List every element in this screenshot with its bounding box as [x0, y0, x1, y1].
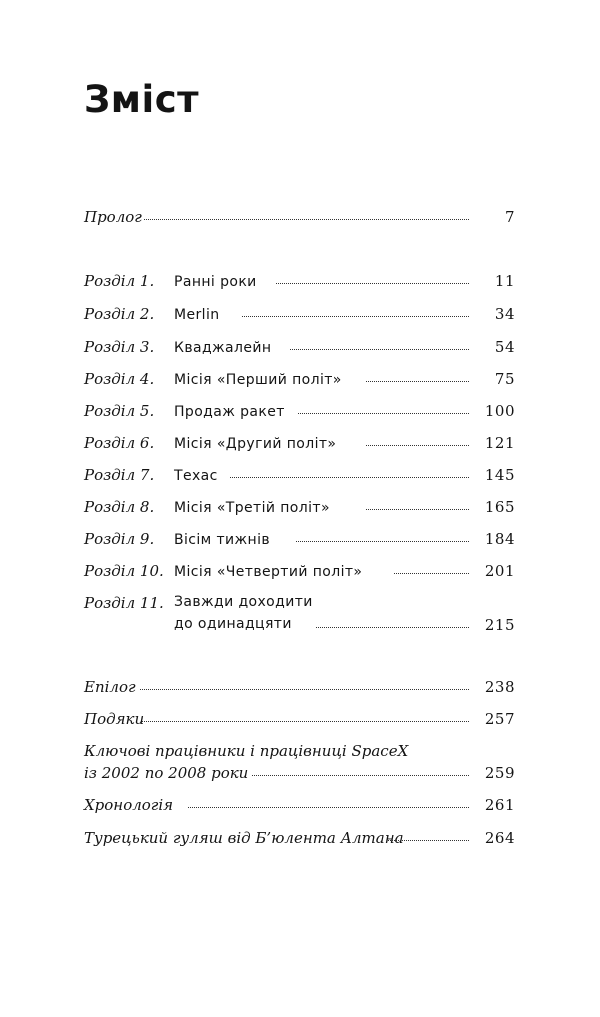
toc-entry-chapter[interactable]: [84, 530, 515, 560]
toc-entry-chapter[interactable]: [84, 305, 515, 335]
chapter-number: Розділ 10.: [84, 562, 164, 580]
chapter-number: Розділ 3.: [84, 338, 155, 356]
toc-entry-chapter[interactable]: [84, 402, 515, 432]
page-number: 238: [484, 678, 515, 696]
chapter-number: Розділ 8.: [84, 498, 155, 516]
dot-leader: [290, 349, 469, 350]
dot-leader: [366, 509, 469, 510]
toc-entry-chapter[interactable]: [84, 594, 515, 646]
page-title: Зміст: [84, 78, 200, 121]
chapter-title: Місія «Третій політ»: [174, 500, 330, 516]
entry-label: Епілог: [84, 678, 136, 696]
dot-leader: [316, 627, 469, 628]
page-number: 261: [484, 796, 515, 814]
chapter-number: Розділ 7.: [84, 466, 155, 484]
chapter-title: Місія «Другий політ»: [174, 436, 337, 452]
chapter-number: Розділ 4.: [84, 370, 155, 388]
dot-leader: [298, 413, 469, 414]
dot-leader: [140, 689, 469, 690]
toc-entry-staff[interactable]: [84, 742, 515, 794]
chapter-number: Розділ 9.: [84, 530, 155, 548]
page-number: 259: [484, 764, 515, 782]
entry-label: Пролог: [84, 208, 142, 226]
dot-leader: [242, 316, 469, 317]
dot-leader: [142, 721, 469, 722]
toc-entry-goulash[interactable]: [84, 829, 515, 859]
dot-leader: [144, 219, 469, 220]
chapter-title: Ранні роки: [174, 274, 257, 290]
dot-leader: [252, 775, 469, 776]
chapter-number: Розділ 5.: [84, 402, 155, 420]
page-number: 184: [484, 530, 515, 548]
chapter-number: Розділ 11.: [84, 594, 164, 612]
page-number: 54: [494, 338, 515, 356]
dot-leader: [276, 283, 469, 284]
entry-label-line1: Ключові працівники і працівниці SpaceX: [84, 742, 409, 760]
toc-entry-chapter[interactable]: [84, 562, 515, 592]
toc-entry-chapter[interactable]: [84, 370, 515, 400]
toc-entry-chapter[interactable]: [84, 338, 515, 368]
entry-label: Турецький гуляш від Б’юлента Алтана: [84, 829, 404, 847]
toc-entry-prologue[interactable]: [84, 208, 515, 238]
dot-leader: [366, 381, 469, 382]
page-number: 121: [484, 434, 515, 452]
dot-leader: [366, 445, 469, 446]
toc-entry-chronology[interactable]: [84, 796, 515, 826]
dot-leader: [188, 807, 469, 808]
page-number: 100: [484, 402, 515, 420]
chapter-title: Місія «Перший політ»: [174, 372, 342, 388]
chapter-number: Розділ 1.: [84, 272, 155, 290]
chapter-number: Розділ 2.: [84, 305, 155, 323]
page-number: 11: [494, 272, 515, 290]
page-number: 165: [484, 498, 515, 516]
toc-entry-chapter[interactable]: [84, 498, 515, 528]
chapter-title: Вісім тижнів: [174, 532, 271, 548]
page-number: 215: [484, 616, 515, 634]
chapter-title: Місія «Четвертий політ»: [174, 564, 363, 580]
page-number: 75: [494, 370, 515, 388]
dot-leader: [394, 573, 469, 574]
toc-entry-chapter[interactable]: [84, 466, 515, 496]
page-number: 257: [484, 710, 515, 728]
dot-leader: [230, 477, 469, 478]
chapter-number: Розділ 6.: [84, 434, 155, 452]
entry-label: Хронологія: [84, 796, 174, 814]
toc-entry-thanks[interactable]: [84, 710, 515, 740]
dot-leader: [296, 541, 469, 542]
page-number: 34: [494, 305, 515, 323]
chapter-title: Кваджалейн: [174, 340, 272, 356]
page-number: 7: [504, 208, 515, 226]
chapter-title: Продаж ракет: [174, 404, 285, 420]
toc-entry-epilogue[interactable]: [84, 678, 515, 708]
toc-entry-chapter[interactable]: [84, 434, 515, 464]
toc-entry-chapter[interactable]: [84, 272, 515, 302]
chapter-title-line2: до одинадцяти: [174, 616, 292, 632]
entry-label: Подяки: [84, 710, 145, 728]
page-number: 145: [484, 466, 515, 484]
page-number: 264: [484, 829, 515, 847]
chapter-title: Техас: [174, 468, 218, 484]
dot-leader: [388, 840, 469, 841]
chapter-title: Merlin: [174, 307, 220, 323]
page-number: 201: [484, 562, 515, 580]
chapter-title-line1: Завжди доходити: [174, 594, 313, 610]
entry-label-line2: із 2002 по 2008 роки: [84, 764, 249, 782]
